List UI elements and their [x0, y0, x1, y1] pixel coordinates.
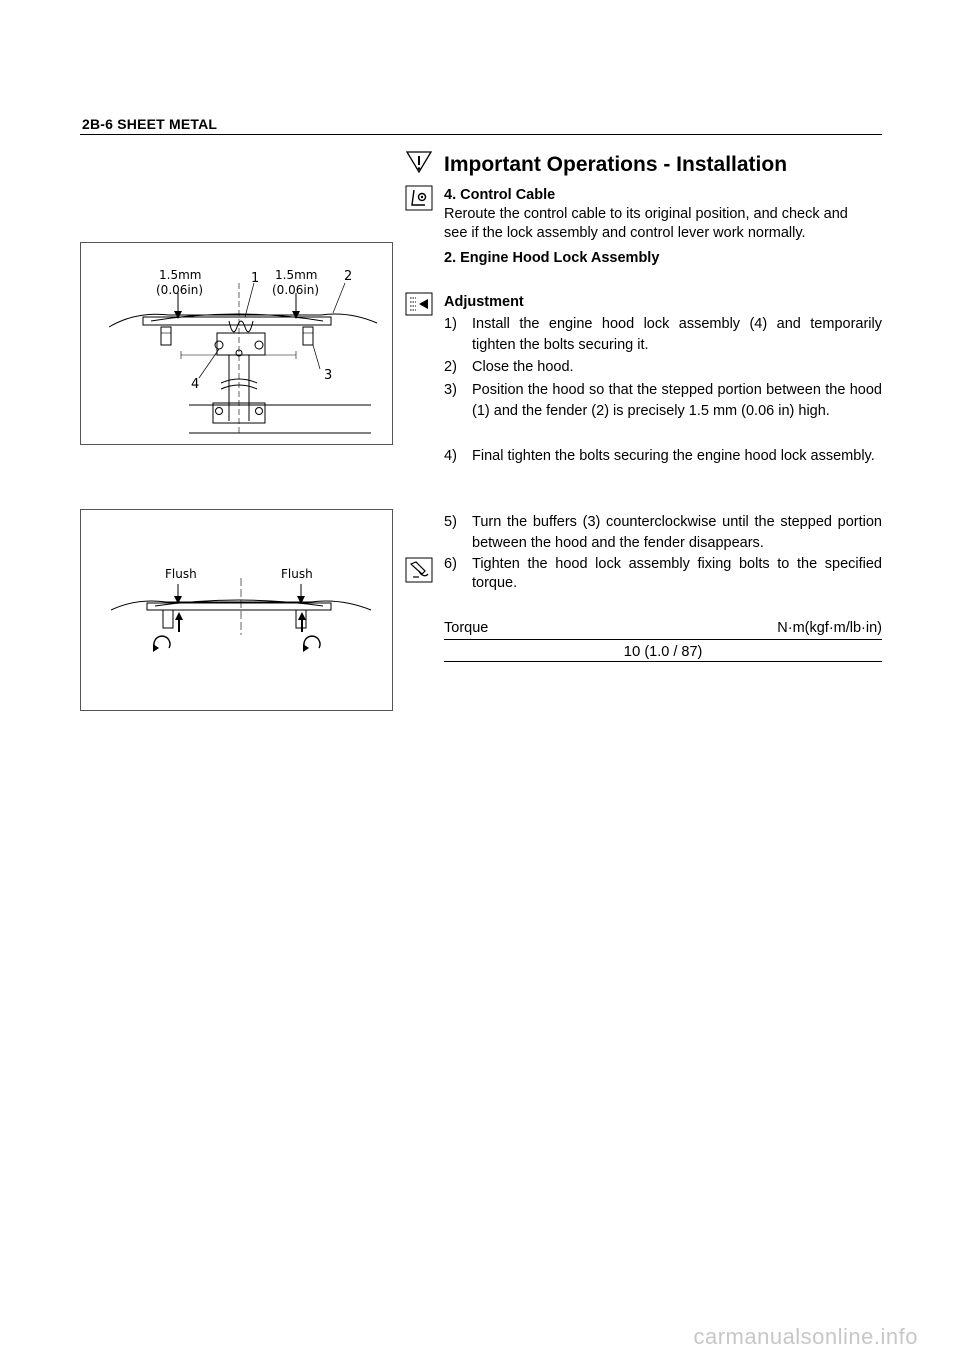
- figure-hood-lock-stepped: [80, 242, 393, 445]
- adjustment-title: Adjustment: [444, 294, 524, 310]
- header-rule: [80, 134, 882, 135]
- step-number: 6): [444, 556, 457, 572]
- adjustment-icon: [405, 292, 433, 316]
- gap-right-label-line1: 1.5mm: [275, 268, 318, 282]
- torque-header-rule: [444, 639, 882, 640]
- step-3: [444, 380, 882, 422]
- gap-right-label-line2: (0.06in): [272, 283, 320, 297]
- step-number: 1): [444, 316, 457, 332]
- callout-3: 3: [324, 368, 333, 383]
- step-6: [444, 555, 882, 593]
- control-cable-text-line2: see if the lock assembly and control lever work normally.: [444, 225, 806, 241]
- gap-left-label-line1: 1.5mm: [159, 268, 202, 282]
- hood-lock-title: 2. Engine Hood Lock Assembly: [444, 250, 660, 266]
- page-header-title: 2B-6 SHEET METAL: [82, 116, 218, 132]
- step-text: Close the hood.: [472, 359, 574, 375]
- buffer-flush-diagram: [81, 510, 392, 710]
- section-heading: Important Operations - Installation: [444, 153, 788, 176]
- step-number: 3): [444, 382, 457, 398]
- torque-value-alt: (1.0 / 87): [644, 644, 703, 660]
- torque-value-row: [444, 643, 882, 660]
- step-2: [444, 357, 882, 378]
- step-1: [444, 314, 882, 356]
- tighten-icon: [405, 557, 433, 583]
- step-number: 4): [444, 448, 457, 464]
- step-text: Position the hood so that the stepped portion between the hood (1) and the fender (2) is precisely 1.5 mm (0.06 in) high.: [472, 382, 882, 419]
- callout-2: 2: [344, 269, 353, 284]
- callout-1: 1: [251, 271, 260, 286]
- control-cable-text-line1: Reroute the control cable to its original position, and check and: [444, 206, 848, 222]
- control-cable-title: 4. Control Cable: [444, 187, 556, 203]
- step-number: 5): [444, 514, 457, 530]
- hood-lock-diagram: [81, 243, 392, 444]
- figure-buffers-flush: [80, 509, 393, 711]
- callout-4: 4: [191, 377, 200, 392]
- site-watermark: carmanualsonline.info: [693, 1324, 918, 1349]
- torque-label: Torque: [444, 620, 489, 636]
- step-text: Install the engine hood lock assembly (4) and temporarily tighten the bolts securing it.: [472, 316, 882, 353]
- warning-icon: [405, 150, 433, 174]
- step-text: Tighten the hood lock assembly fixing bolts to the specified torque.: [472, 556, 882, 591]
- torque-bottom-rule: [444, 661, 882, 662]
- step-text: Final tighten the bolts securing the engine hood lock assembly.: [472, 448, 875, 464]
- step-5: [444, 512, 882, 554]
- torque-unit: N·m(kgf·m/lb·in): [777, 620, 882, 636]
- torque-value: 10: [623, 643, 641, 660]
- cable-icon: [405, 185, 433, 211]
- torque-header-row: [444, 620, 882, 636]
- step-text: Turn the buffers (3) counterclockwise until the stepped portion between the hood and the fender disappears.: [472, 514, 882, 551]
- gap-left-label-line2: (0.06in): [156, 283, 204, 297]
- step-number: 2): [444, 359, 457, 375]
- step-4: [444, 446, 882, 467]
- flush-right-label: Flush: [281, 567, 313, 581]
- flush-left-label: Flush: [165, 567, 197, 581]
